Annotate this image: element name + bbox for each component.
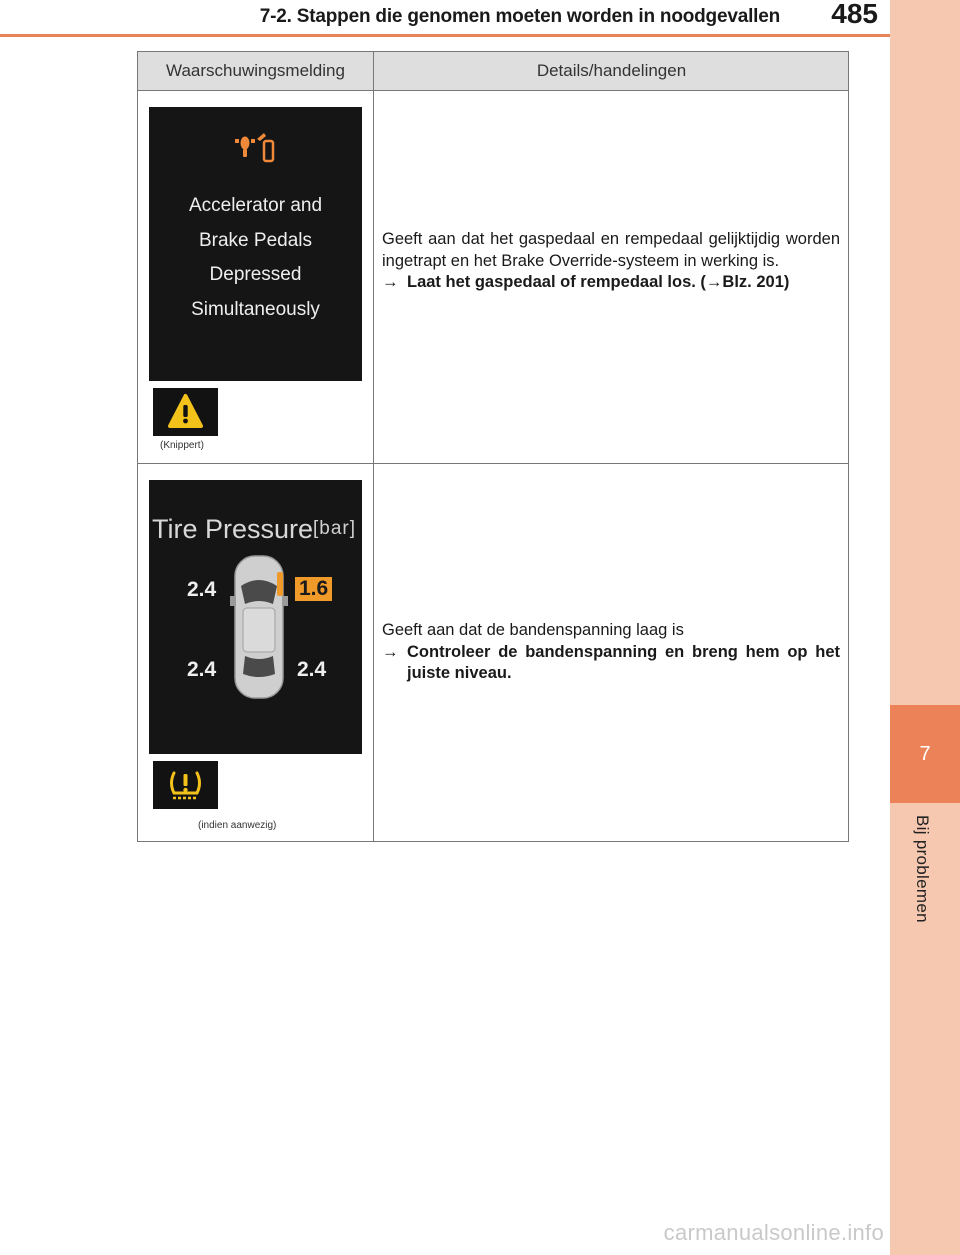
display-message-line: Simultaneously: [191, 298, 320, 320]
warning-cell: [138, 464, 374, 841]
warning-cell: [138, 91, 374, 463]
brake-override-icon: [235, 129, 277, 165]
display-unit: [bar]: [312, 518, 356, 539]
display-message-line: Brake Pedals: [198, 229, 312, 251]
tire-pressure-warning-icon: [153, 761, 218, 809]
arrow-icon: →: [382, 273, 399, 291]
details-text: [382, 229, 840, 294]
display-message-line: Accelerator and: [188, 195, 323, 216]
chapter-label: Bij problemen: [913, 815, 932, 923]
warning-light: [153, 388, 218, 436]
page-reference-link[interactable]: Blz. 201): [722, 273, 790, 291]
action-text: Laat het gaspedaal of rempedaal los. (: [407, 273, 706, 291]
multi-info-display: [149, 480, 362, 754]
display-message-line: Depressed: [209, 264, 302, 285]
arrow-icon: →: [705, 273, 723, 291]
page-header: [0, 0, 890, 36]
watermark: carmanualsonline.info: [663, 1220, 884, 1245]
tire-front-right-value: 1.6: [295, 577, 332, 601]
description-text: Geeft aan dat het gaspedaal en rempedaal gelijktijdig worden ingetrapt en het Brake Override-systeem in werking is.: [382, 230, 840, 270]
warning-light: [153, 761, 218, 809]
page-number: 485: [831, 0, 878, 29]
header-rule: [0, 34, 890, 37]
table-row: [138, 464, 848, 841]
table-row: [138, 91, 848, 464]
details-cell: [375, 464, 848, 841]
master-warning-triangle-icon: [153, 388, 218, 436]
display-title: Tire Pressure: [152, 514, 314, 544]
warning-table: [137, 51, 849, 842]
details-cell: [375, 91, 848, 463]
column-header-warning: Waarschuwingsmelding: [138, 52, 374, 90]
light-caption: (indien aanwezig): [198, 820, 277, 831]
description-text: Geeft aan dat de bandenspanning laag is: [382, 621, 684, 639]
tire-front-left-value: 2.4: [187, 578, 217, 601]
details-text: [382, 620, 840, 685]
column-header-details: Details/handelingen: [536, 61, 687, 80]
tire-rear-left-value: 2.4: [187, 658, 217, 681]
light-caption: (Knippert): [160, 440, 204, 451]
chapter-number-tab[interactable]: 7: [890, 705, 960, 803]
chapter-sidebar: [890, 0, 960, 1255]
tire-rear-right-value: 2.4: [297, 658, 327, 681]
section-title: 7-2. Stappen die genomen moeten worden in noodgevallen: [259, 6, 780, 27]
arrow-icon: →: [382, 642, 399, 661]
action-instruction: [382, 272, 840, 294]
action-instruction: [382, 642, 840, 685]
car-top-view-icon: [229, 552, 289, 702]
multi-info-display: [149, 107, 362, 381]
display-message: [149, 189, 362, 327]
table-header: [138, 52, 848, 91]
action-text: Controleer de bandenspanning en breng hem op het juiste niveau.: [407, 642, 840, 682]
